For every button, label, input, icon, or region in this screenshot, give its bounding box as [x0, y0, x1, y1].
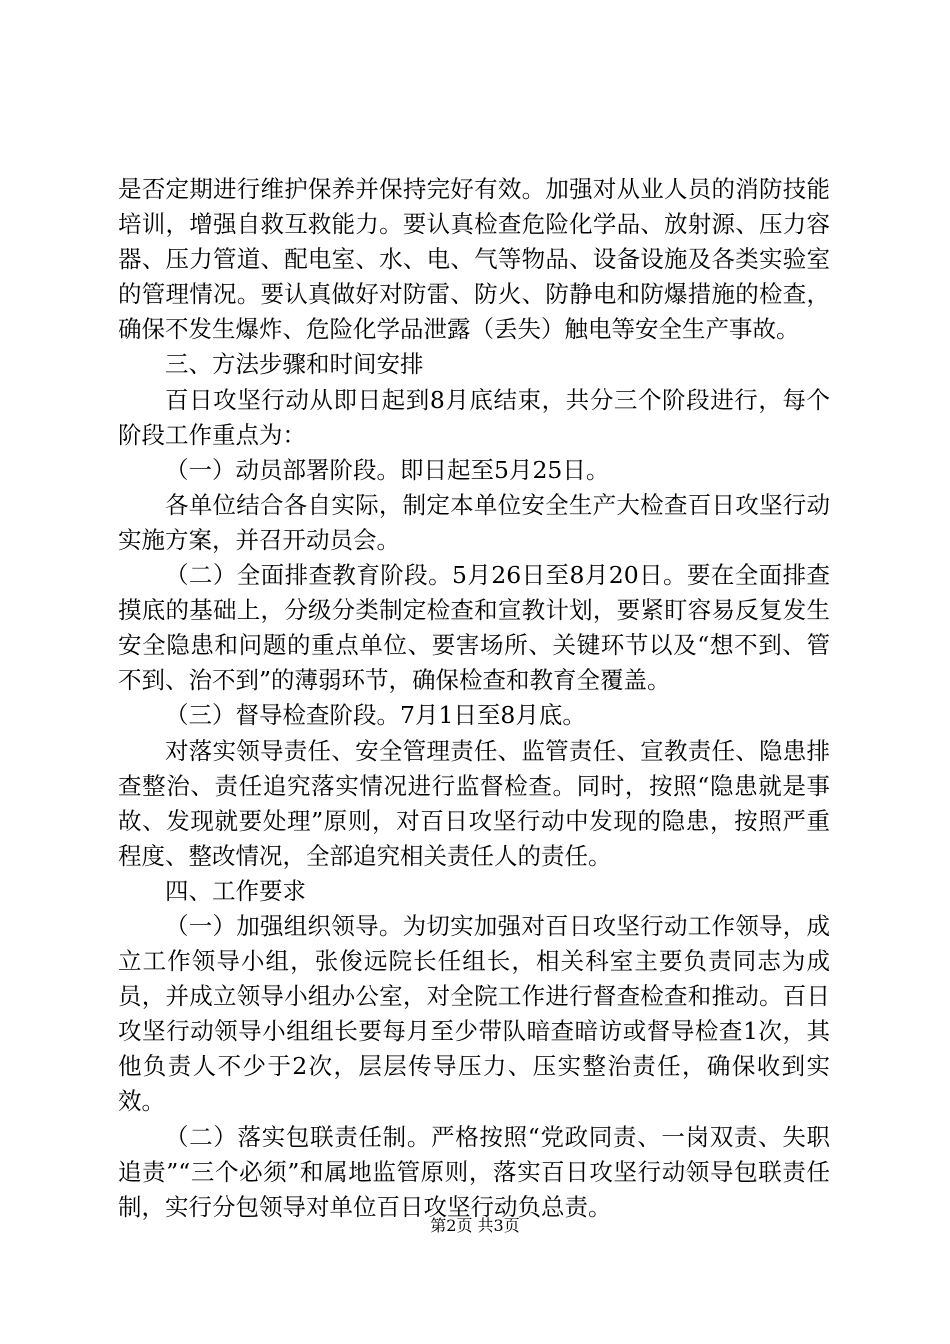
paragraph-requirement-1: （一）加强组织领导。为切实加强对百日攻坚行动工作领导，成立工作领导小组，张俊远院长任组长，相关科室主要负责同志为成员，并成立领导小组办公室，对全院工作进行督查检查和推动。百日攻坚行动领导小组组长要每月至少带队暗查暗访或督导检查1次，其他负责人不少于2次，层层传导压力、压实整治责任，确保收到实效。: [118, 911, 830, 1116]
paragraph-requirement-2: （二）落实包联责任制。严格按照“党政同责、一岗双责、失职追责”“三个必须”和属地监管原则，落实百日攻坚行动领导包联责任制，实行分包领导对单位百日攻坚行动负总责。: [118, 1122, 830, 1221]
subheading-phase-3: （三）督导检查阶段。7月1日至8月底。: [165, 701, 586, 730]
section-heading-4: 四、工作要求: [165, 876, 306, 905]
subheading-phase-1: （一）动员部署阶段。即日起至5月25日。: [165, 455, 610, 484]
document-body: [118, 172, 830, 1225]
paragraph-continuation: 是否定期进行维护保养并保持完好有效。加强对从业人员的消防技能培训，增强自救互救能力。要认真检查危险化学品、放射源、压力容器、压力管道、配电室、水、电、气等物品、设备设施及各类实验室的管理情况。要认真做好对防雷、防火、防静电和防爆措施的检查，确保不发生爆炸、危险化学品泄露（丢失）触电等安全生产事故。: [118, 175, 830, 344]
paragraph-phase-1: 各单位结合各自实际，制定本单位安全生产大检查百日攻坚行动实施方案，并召开动员会。: [118, 490, 830, 554]
paragraph-phase-3: 对落实领导责任、安全管理责任、监管责任、宣教责任、隐患排查整治、责任追究落实情况进行监督检查。同时，按照“隐患就是事故、发现就要处理”原则，对百日攻坚行动中发现的隐患，按照严重程度、整改情况，全部追究相关责任人的责任。: [118, 736, 830, 870]
paragraph-phase-2: （二）全面排查教育阶段。5月26日至8月20日。要在全面排查摸底的基础上，分级分类制定检查和宣教计划，要紧盯容易反复发生安全隐患和问题的重点单位、要害场所、关键环节以及“想不到、管不到、治不到”的薄弱环节，确保检查和教育全覆盖。: [118, 561, 830, 695]
page-number-footer: 第2页 共3页: [430, 1216, 520, 1235]
paragraph-schedule-intro: 百日攻坚行动从即日起到8月底结束，共分三个阶段进行，每个阶段工作重点为：: [118, 385, 830, 449]
section-heading-3: 三、方法步骤和时间安排: [165, 350, 424, 379]
